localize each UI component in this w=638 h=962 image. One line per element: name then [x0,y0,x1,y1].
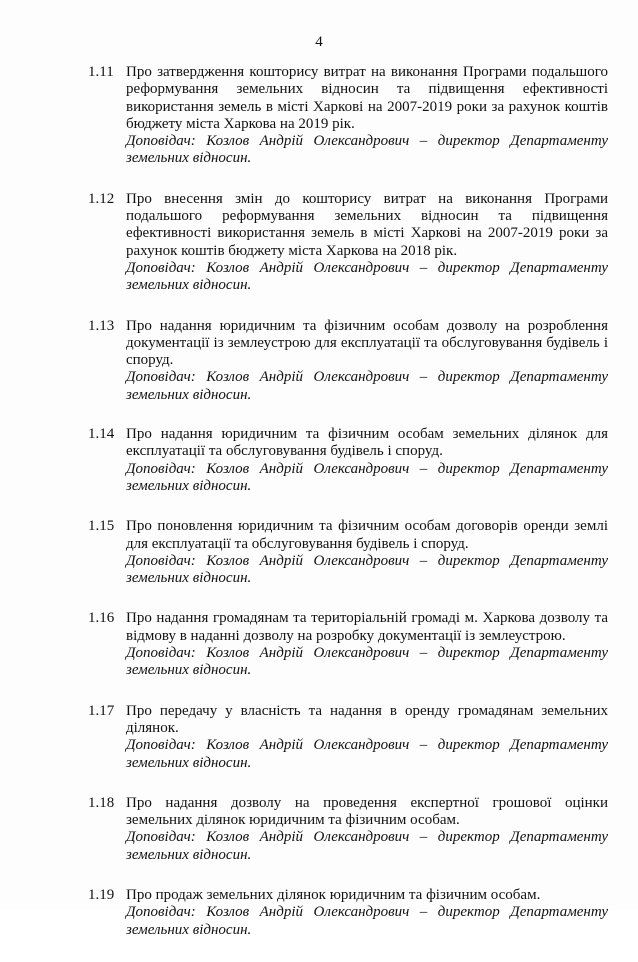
item-title: Про надання дозволу на проведення експертної грошової оцінки земельних ділянок юридичним та фізичним особам. [126,794,608,829]
item-number: 1.18 [88,794,115,811]
agenda-item-1-13 [88,318,608,404]
item-title: Про продаж земельних ділянок юридичним та фізичним особам. [126,886,541,903]
agenda-item-1-19 [88,887,608,939]
item-number: 1.12 [88,190,115,207]
item-speaker: Доповідач: Козлов Андрій Олександрович – директор Департаменту земельних відносин. [126,552,608,587]
agenda-item-1-15 [88,518,608,587]
agenda-item-1-11 [88,64,608,168]
agenda-list [88,64,608,962]
item-speaker: Доповідач: Козлов Андрій Олександрович – директор Департаменту земельних відносин. [126,645,608,679]
item-body [126,610,608,679]
item-title: Про внесення змін до кошторису витрат на виконання Програми подальшого реформування земельних відносин та підвищення ефективності використання земель в місті Харкові на 2007-2019 роки за рахунок коштів бюджету міста Харкова на 2018 рік. [126,190,608,259]
agenda-item-1-18 [88,795,608,864]
item-speaker: Доповідач: Козлов Андрій Олександрович – директор Департаменту земельних відносин. [126,829,608,863]
item-body [126,191,608,295]
agenda-item-1-17 [88,703,608,772]
item-body [126,318,608,404]
item-number: 1.13 [88,317,115,334]
item-body [126,426,608,495]
item-number: 1.11 [88,64,114,80]
item-speaker: Доповідач: Козлов Андрій Олександрович – директор Департаменту земельних відносин. [126,904,608,938]
item-title: Про поновлення юридичним та фізичним особам договорів оренди землі для експлуатації та обслуговування будівель і споруд. [126,518,608,552]
item-speaker: Доповідач: Козлов Андрій Олександрович – директор Департаменту земельних відносин. [126,460,608,494]
agenda-item-1-14 [88,426,608,495]
item-body [126,703,608,772]
item-speaker: Доповідач: Козлов Андрій Олександрович – директор Департаменту земельних відносин. [126,369,608,403]
item-number: 1.14 [88,426,115,443]
item-title: Про передачу у власність та надання в оренду громадянам земельних ділянок. [126,702,608,736]
item-body [126,518,608,587]
item-title: Про надання громадянам та територіальній громаді м. Харкова дозволу та відмову в наданні дозволу на розробку документації із землеустрою. [126,610,608,644]
item-number: 1.19 [88,886,115,903]
item-body [126,887,608,939]
agenda-item-1-12 [88,191,608,295]
item-title: Про надання юридичним та фізичним особам земельних ділянок для експлуатації та обслуговування будівель і споруд. [126,426,608,460]
agenda-item-1-16 [88,610,608,679]
page-number: 4 [315,34,323,50]
item-body [126,64,608,168]
item-speaker: Доповідач: Козлов Андрій Олександрович – директор Департаменту земельних відносин. [126,133,608,167]
item-number: 1.15 [88,518,115,535]
item-title: Про затвердження кошторису витрат на виконання Програми подальшого реформування земельних відносин та підвищення ефективності використання земель в місті Харкові на 2007-2019 роки за рахунок коштів бюджету міста Харкова на 2019 рік. [126,64,608,132]
item-speaker: Доповідач: Козлов Андрій Олександрович – директор Департаменту земельних відносин. [126,737,608,771]
item-title: Про надання юридичним та фізичним особам дозволу на розроблення документації із землеустрою для експлуатації та обслуговування будівель і споруд. [126,317,608,369]
item-number: 1.16 [88,610,115,627]
item-body [126,795,608,864]
item-number: 1.17 [88,702,115,719]
item-speaker: Доповідач: Козлов Андрій Олександрович – директор Департаменту земельних відносин. [126,259,608,294]
